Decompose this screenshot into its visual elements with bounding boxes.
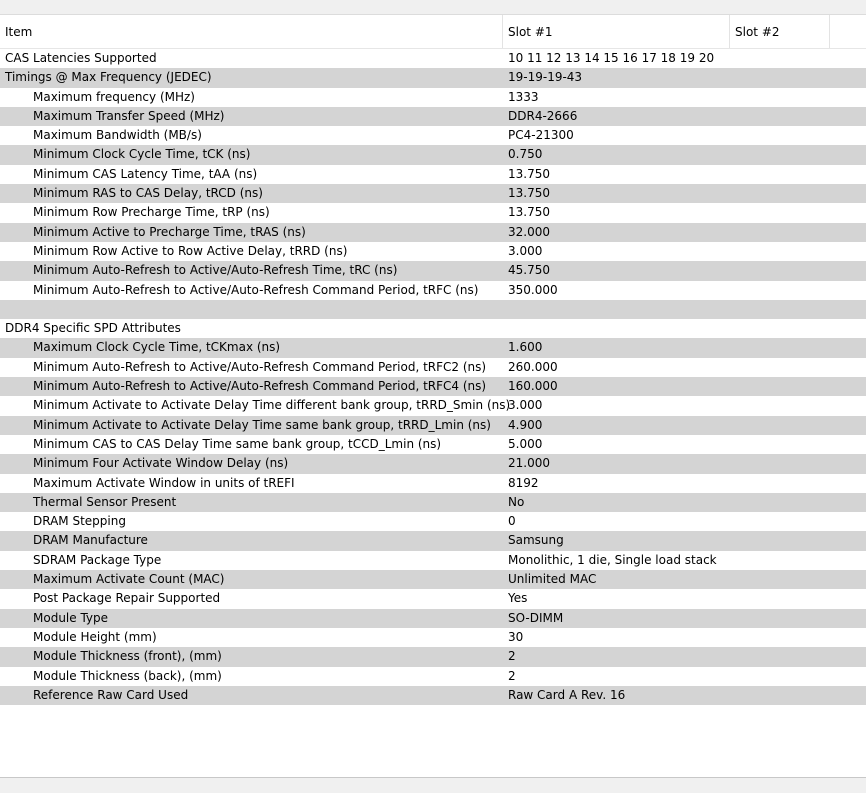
slot-1-value: 8192 xyxy=(508,475,539,490)
slot-1-value: 0 xyxy=(508,514,516,529)
slot-1-value: 45.750 xyxy=(508,263,550,278)
table-row[interactable] xyxy=(0,49,866,68)
slot-1-value: 3.000 xyxy=(508,398,543,413)
table-row[interactable] xyxy=(0,396,866,415)
table-row[interactable] xyxy=(0,686,866,705)
row-label: Minimum Auto-Refresh to Active/Auto-Refresh Command Period, tRFC2 (ns) xyxy=(33,359,487,374)
table-row[interactable] xyxy=(0,358,866,377)
grid-header xyxy=(0,15,866,49)
table-row[interactable] xyxy=(0,647,866,666)
slot-1-value: 21.000 xyxy=(508,456,550,471)
table-row[interactable] xyxy=(0,493,866,512)
row-label: Maximum Activate Count (MAC) xyxy=(33,572,225,587)
row-label: Thermal Sensor Present xyxy=(33,494,177,509)
slot-1-value: DDR4-2666 xyxy=(508,108,578,123)
row-label: Post Package Repair Supported xyxy=(33,591,221,606)
table-row[interactable] xyxy=(0,531,866,550)
slot-1-value: PC4-21300 xyxy=(508,128,574,143)
table-row[interactable] xyxy=(0,242,866,261)
table-row[interactable] xyxy=(0,589,866,608)
row-label: Module Type xyxy=(33,610,109,625)
grid-rows xyxy=(0,49,866,705)
row-label: Module Height (mm) xyxy=(33,629,157,644)
slot-1-value: 260.000 xyxy=(508,359,558,374)
row-label: Minimum CAS Latency Time, tAA (ns) xyxy=(33,166,258,181)
slot-1-value: 13.750 xyxy=(508,186,550,201)
slot-1-value: 1333 xyxy=(508,89,539,104)
slot-1-value: Yes xyxy=(508,591,528,606)
row-label: Reference Raw Card Used xyxy=(33,687,189,702)
row-label: Maximum frequency (MHz) xyxy=(33,89,195,104)
slot-1-value: 32.000 xyxy=(508,224,550,239)
column-header-slot-1[interactable]: Slot #1 xyxy=(503,15,730,48)
row-label: Minimum Four Activate Window Delay (ns) xyxy=(33,456,289,471)
row-label: Timings @ Max Frequency (JEDEC) xyxy=(5,70,212,85)
row-label: Maximum Activate Window in units of tREFI xyxy=(33,475,295,490)
table-row[interactable] xyxy=(0,570,866,589)
slot-1-value: Unlimited MAC xyxy=(508,572,597,587)
row-label: DRAM Stepping xyxy=(33,514,126,529)
table-row[interactable] xyxy=(0,454,866,473)
row-label: SDRAM Package Type xyxy=(33,552,162,567)
table-row[interactable] xyxy=(0,300,866,319)
table-row[interactable] xyxy=(0,319,866,338)
row-label: Minimum CAS to CAS Delay Time same bank group, tCCD_Lmin (ns) xyxy=(33,436,442,451)
row-label: Minimum Active to Precharge Time, tRAS (ns) xyxy=(33,224,306,239)
row-label: Minimum Auto-Refresh to Active/Auto-Refresh Command Period, tRFC4 (ns) xyxy=(33,379,487,394)
row-label: Module Thickness (front), (mm) xyxy=(33,649,222,664)
table-row[interactable] xyxy=(0,223,866,242)
table-row[interactable] xyxy=(0,261,866,280)
slot-1-value: 2 xyxy=(508,649,516,664)
table-row[interactable] xyxy=(0,126,866,145)
row-label: Maximum Bandwidth (MB/s) xyxy=(33,128,202,143)
slot-1-value: Raw Card A Rev. 16 xyxy=(508,687,626,702)
row-label: Minimum Auto-Refresh to Active/Auto-Refresh Time, tRC (ns) xyxy=(33,263,398,278)
slot-1-value: 350.000 xyxy=(508,282,558,297)
slot-1-value: 4.900 xyxy=(508,417,543,432)
table-row[interactable] xyxy=(0,68,866,87)
table-row[interactable] xyxy=(0,512,866,531)
table-row[interactable] xyxy=(0,435,866,454)
slot-1-value: Monolithic, 1 die, Single load stack xyxy=(508,552,717,567)
table-row[interactable] xyxy=(0,609,866,628)
row-label: Minimum RAS to CAS Delay, tRCD (ns) xyxy=(33,186,263,201)
slot-1-value: No xyxy=(508,494,525,509)
table-row[interactable] xyxy=(0,281,866,300)
row-label: Minimum Activate to Activate Delay Time different bank group, tRRD_Smin (ns) xyxy=(33,398,511,413)
column-header-slot-2[interactable]: Slot #2 xyxy=(730,15,830,48)
slot-1-value: 1.600 xyxy=(508,340,543,355)
row-label: Minimum Row Active to Row Active Delay, tRRD (ns) xyxy=(33,243,348,258)
slot-1-value: 3.000 xyxy=(508,243,543,258)
row-label: CAS Latencies Supported xyxy=(5,51,157,65)
table-row[interactable] xyxy=(0,184,866,203)
row-label: DDR4 Specific SPD Attributes xyxy=(5,321,181,336)
row-label: Minimum Activate to Activate Delay Time same bank group, tRRD_Lmin (ns) xyxy=(33,417,491,432)
row-label: Maximum Transfer Speed (MHz) xyxy=(33,108,225,123)
slot-1-value: 13.750 xyxy=(508,166,550,181)
row-label: Module Thickness (back), (mm) xyxy=(33,668,222,683)
status-bar xyxy=(0,778,866,793)
table-row[interactable] xyxy=(0,338,866,357)
slot-1-value: 5.000 xyxy=(508,436,543,451)
slot-1-value: 10 11 12 13 14 15 16 17 18 19 20 xyxy=(508,51,715,65)
table-row[interactable] xyxy=(0,474,866,493)
spd-data-grid[interactable] xyxy=(0,15,866,778)
table-row[interactable] xyxy=(0,165,866,184)
slot-1-value: 2 xyxy=(508,668,516,683)
table-row[interactable] xyxy=(0,416,866,435)
table-row[interactable] xyxy=(0,107,866,126)
slot-1-value: 0.750 xyxy=(508,147,543,162)
slot-1-value: 160.000 xyxy=(508,379,558,394)
slot-1-value: 30 xyxy=(508,629,524,644)
slot-1-value: 19-19-19-43 xyxy=(508,70,583,85)
slot-1-value: SO-DIMM xyxy=(508,610,564,625)
table-row[interactable] xyxy=(0,377,866,396)
row-label: Maximum Clock Cycle Time, tCKmax (ns) xyxy=(33,340,281,355)
row-label: Minimum Clock Cycle Time, tCK (ns) xyxy=(33,147,251,162)
slot-1-value: Samsung xyxy=(508,533,564,548)
table-row[interactable] xyxy=(0,551,866,570)
table-row[interactable] xyxy=(0,145,866,164)
table-row[interactable] xyxy=(0,203,866,222)
table-row[interactable] xyxy=(0,628,866,647)
column-header-item[interactable]: Item xyxy=(0,15,503,48)
slot-1-value: 13.750 xyxy=(508,205,550,220)
row-label: Minimum Row Precharge Time, tRP (ns) xyxy=(33,205,270,220)
table-row[interactable] xyxy=(0,88,866,107)
table-row[interactable] xyxy=(0,667,866,686)
top-toolbar-strip xyxy=(0,0,866,15)
row-label: DRAM Manufacture xyxy=(33,533,148,548)
row-label: Minimum Auto-Refresh to Active/Auto-Refresh Command Period, tRFC (ns) xyxy=(33,282,479,297)
